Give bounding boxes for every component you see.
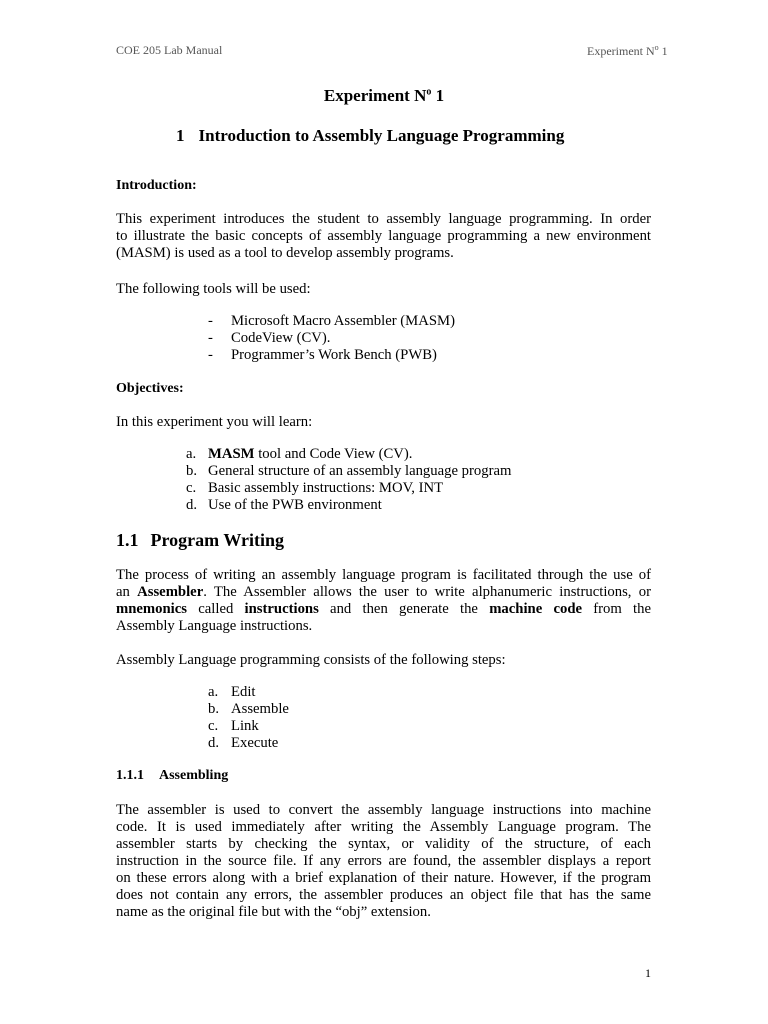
objective-item: a. MASM tool and Code View (CV).: [186, 446, 413, 462]
program-writing-paragraph: [116, 567, 651, 635]
objectives-heading: Objectives:: [116, 381, 184, 396]
introduction-paragraph: [116, 211, 651, 262]
text-line: name as the original file but with the “obj” extension.: [116, 904, 431, 920]
text-line: code. It is used immediately after writing the Assembly Language program. The: [116, 819, 651, 835]
objective-item: d. Use of the PWB environment: [186, 497, 382, 513]
text-line: to illustrate the basic concepts of assembly language programming a new environment: [116, 228, 651, 244]
chapter-title: Introduction to Assembly Language Programming: [198, 126, 565, 145]
introduction-heading: Introduction:: [116, 178, 197, 193]
text-line: on these errors along with a brief explanation of their nature. However, if the program: [116, 870, 651, 886]
step-item: b. Assemble: [208, 701, 289, 717]
step-item: a. Edit: [208, 684, 256, 700]
objectives-intro: In this experiment you will learn:: [116, 414, 313, 430]
text-line: an Assembler. The Assembler allows the user to write alphanumeric instructions, or: [116, 584, 651, 600]
section-heading-1-1-1: 1.1.1 Assembling: [116, 768, 229, 783]
objective-item: c. Basic assembly instructions: MOV, INT: [186, 480, 444, 496]
text-line: does not contain any errors, the assembler produces an object file that has the same: [116, 887, 651, 903]
text-line: Assembly Language instructions.: [116, 618, 313, 634]
text-line: (MASM) is used as a tool to develop assembly programs.: [116, 245, 454, 261]
text-line: The assembler is used to convert the assembly language instructions into machine: [116, 802, 651, 818]
text-line: mnemonics called instructions and then generate the machine code from the: [116, 601, 651, 617]
objective-item: b. General structure of an assembly language program: [186, 463, 512, 479]
chapter-heading: [176, 126, 564, 146]
assembling-paragraph: [116, 802, 651, 921]
step-item: c. Link: [208, 718, 259, 734]
text-line: assembler starts by checking the syntax, or validity of the structure, of each: [116, 836, 651, 852]
running-header-left: COE 205 Lab Manual: [116, 43, 223, 57]
section-heading-1-1: 1.1 Program Writing: [116, 530, 284, 550]
page-number: 1: [645, 966, 651, 980]
steps-intro: Assembly Language programming consists of the following steps:: [116, 652, 506, 668]
text-line: This experiment introduces the student to assembly language programming. In order: [116, 211, 651, 227]
tools-intro: The following tools will be used:: [116, 281, 311, 297]
step-item: d. Execute: [208, 735, 279, 751]
text-line: The process of writing an assembly language program is facilitated through the use of: [116, 567, 651, 583]
running-header-right: Experiment $N^o$ 1: [587, 43, 668, 58]
chapter-number: 1: [176, 126, 185, 145]
experiment-title: Experiment $N^o$ 1: [323, 86, 445, 105]
tool-item: - Programmer’s Work Bench (PWB): [208, 347, 437, 363]
text-line: instruction in the source file. If any errors are found, the assembler displays a report: [116, 853, 651, 869]
tool-item: - Microsoft Macro Assembler (MASM): [208, 313, 455, 329]
tool-item: - CodeView (CV).: [208, 330, 331, 346]
